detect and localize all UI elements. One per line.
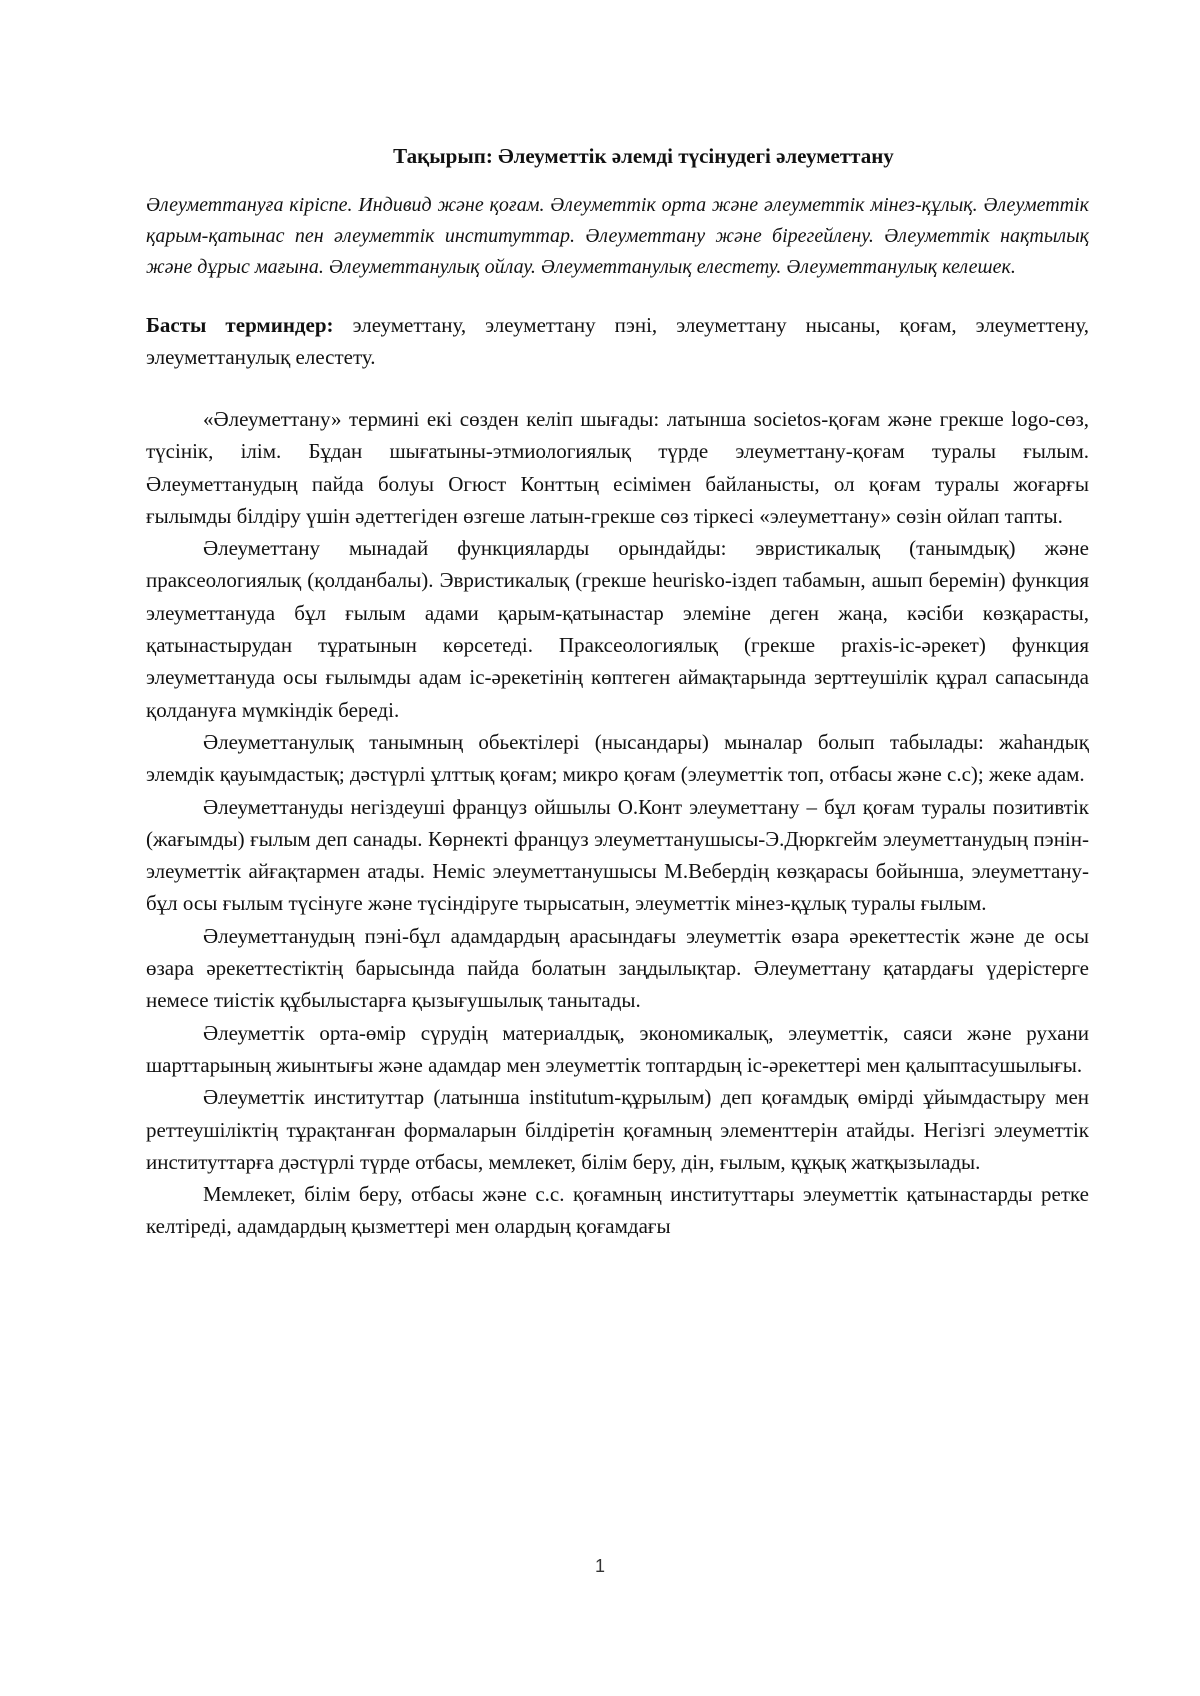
- body-paragraph: Әлеуметтік орта-өмір сүрудің материалдық, экономикалық, элеуметтік, саяси және рухани шарттарының жиынтығы және адамдар мен элеуметтік топтардың іс-әрекеттері мен қалыптасушылығы.: [146, 1020, 1089, 1077]
- document-title: Тақырып: Әлеуметтік әлемді түсінудегі әлеуметтану: [393, 144, 894, 168]
- key-terms-label: Басты терминдер:: [146, 313, 334, 337]
- body-paragraph: Әлеуметтану мынадай функцияларды орындайды: эвристикалық (танымдық) және праксеологиялық (қолданбалы). Эвристикалық (грекше heurisko-іздеп табамын, ашып беремін) функция элеуметтануда бұл ғылым адами қарым-қатынастар элеміне деген жаңа, кәсіби көзқарасты, қатынастырудан тұратынын көрсетеді. Праксеологиялық (грекше praxis-іс-әрекет) функция элеуметтануда осы ғылымды адам іс-әрекетінің көптеген аймақтарында зерттеушілік құрал сапасында қолдануға мүмкіндік береді.: [146, 536, 1089, 722]
- page-number: 1: [594, 1556, 605, 1576]
- body-paragraph: Мемлекет, білім беру, отбасы және с.с. қоғамның институттары элеуметтік қатынастарды ретке келтіреді, адамдардың қызметтері мен олардың қоғамдағы: [146, 1182, 1089, 1239]
- body-paragraph: Әлеуметтік институттар (латынша institutum-құрылым) деп қоғамдық өмірді ұйымдастыру мен реттеушіліктің тұрақтанған формаларын білдіретін қоғамның элементтерін атайды. Негізгі элеуметтік институттарға дәстүрлі түрде отбасы, мемлекет, білім беру, дін, ғылым, құқық жатқызылады.: [146, 1085, 1089, 1174]
- body-paragraph: «Әлеуметтану» термині екі сөзден келіп шығады: латынша societos-қоғам және грекше logo-сөз, түсінік, ілім. Бұдан шығатыны-этмиологиялық түрде элеуметтану-қоғам туралы ғылым. Әлеуметтанудың пайда болуы Огюст Конттың есімімен байланысты, ол қоғам туралы жоғарғы ғылымды білдіру үшін әдеттегіден өзгеше латын-грекше сөз тіркесі «элеуметтану» сөзін ойлап тапты.: [146, 407, 1089, 528]
- intro-paragraph: Әлеуметтануға кіріспе. Индивид және қоғам. Әлеуметтік орта және әлеуметтік мінез-құлық. Әлеуметтік қарым-қатынас пен әлеуметтік институттар. Әлеуметтану және бірегейлену. Әлеуметтік нақтылық және дұрыс мағына. Әлеуметтанулық ойлау. Әлеуметтанулық елестету. Әлеуметтанулық келешек.: [146, 194, 1089, 278]
- key-terms-text: элеуметтану, элеуметтану пэні, элеуметтану нысаны, қоғам, элеуметтену, элеуметтанулық елестету.: [146, 313, 1089, 369]
- key-terms: [146, 309, 1089, 373]
- body-paragraph: Әлеуметтанулық танымның обьектілері (нысандары) мыналар болып табылады: жаһандық элемдік қауымдастық; дәстүрлі ұлттық қоғам; микро қоғам (элеуметтік топ, отбасы және с.с); жеке адам.: [146, 729, 1089, 787]
- page-content: [146, 140, 1089, 1243]
- body-paragraph: Әлеуметтанудың пэні-бұл адамдардың арасындағы элеуметтік өзара әрекеттестік және де осы өзара әрекеттестіктің барысында пайда болатын заңдылықтар. Әлеуметтану қатардағы үдерістерге немесе тиістік құбылыстарға қызығушылық танытады.: [146, 923, 1089, 1013]
- body-paragraph: Әлеуметтануды негіздеуші француз ойшылы О.Конт элеуметтану – бұл қоғам туралы позитивтік (жағымды) ғылым деп санады. Көрнекті француз элеуметтанушысы-Э.Дюркгейм элеуметтанудың пэнін-элеуметтік айғақтармен атады. Неміс элеуметтанушысы М.Вебердің көзқарасы бойынша, элеуметтану-бұл осы ғылым түсінуге және түсіндіруге тырысатын, элеуметтік мінез-құлық туралы ғылым.: [146, 794, 1089, 916]
